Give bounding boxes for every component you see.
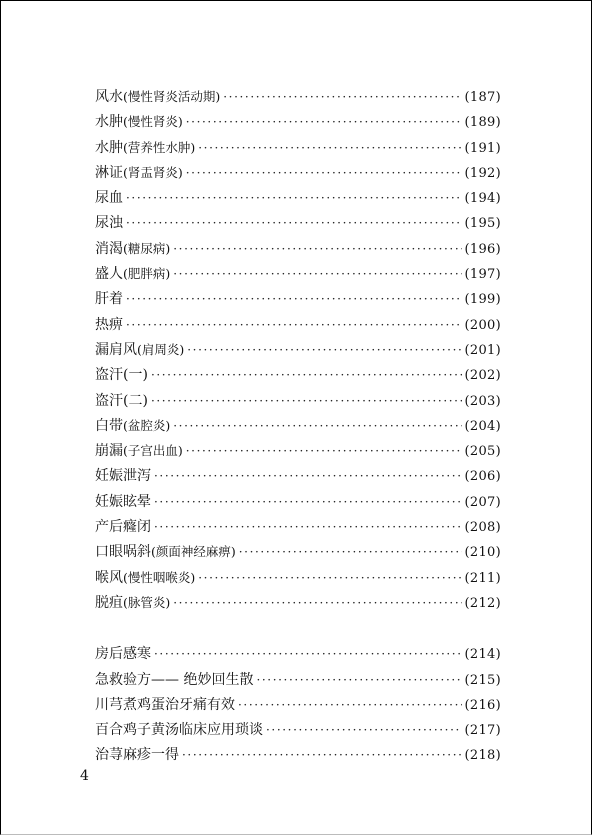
toc-entry xyxy=(95,539,501,564)
entry-note: (慢性肾炎活动期) xyxy=(123,89,221,104)
page-number: 4 xyxy=(80,768,89,784)
entry-page-number: (187) xyxy=(464,90,501,105)
dot-leader xyxy=(126,186,462,211)
entry-title-text: 风水 xyxy=(95,89,123,105)
entry-title-text: 白带 xyxy=(95,417,123,434)
toc-group-1 xyxy=(95,84,501,615)
dot-leader xyxy=(187,338,461,363)
entry-page-number: (195) xyxy=(464,216,501,232)
entry-title xyxy=(95,337,184,363)
entry-page-number: (202) xyxy=(464,368,501,384)
dot-leader xyxy=(238,693,462,718)
dot-leader xyxy=(173,591,461,616)
toc-entry xyxy=(95,337,501,362)
entry-page-number: (214) xyxy=(464,647,501,663)
entry-title xyxy=(95,565,195,591)
dot-leader xyxy=(154,642,462,667)
entry-title-text: 热痹 xyxy=(95,316,123,333)
toc-entry xyxy=(95,717,501,742)
entry-title-text: 水肿 xyxy=(95,139,123,156)
toc-entry xyxy=(95,413,501,438)
entry-title-text: 盗汗(一) xyxy=(95,367,148,384)
entry-title-text: 房后感寒 xyxy=(95,646,151,663)
entry-page-number: (200) xyxy=(464,317,501,333)
dot-leader xyxy=(182,743,462,768)
entry-title xyxy=(95,261,170,287)
entry-title xyxy=(95,692,235,718)
dot-leader xyxy=(256,668,461,693)
dot-leader xyxy=(186,161,462,186)
entry-note: (营养性水肿) xyxy=(123,139,196,155)
dot-leader xyxy=(154,490,462,515)
entry-title-text: 口眼㖞斜 xyxy=(95,544,151,561)
entry-page-number: (194) xyxy=(464,191,501,207)
dot-leader xyxy=(173,262,461,287)
entry-title xyxy=(95,210,123,236)
dot-leader xyxy=(186,439,462,464)
entry-page-number: (199) xyxy=(464,292,501,308)
entry-page-number: (201) xyxy=(464,342,501,358)
dot-leader xyxy=(154,515,462,540)
entry-title-text: 尿血 xyxy=(95,190,123,207)
entry-title xyxy=(95,84,220,110)
entry-note: (肩周炎) xyxy=(137,341,185,357)
entry-title xyxy=(95,489,151,515)
entry-page-number: (204) xyxy=(464,418,501,434)
entry-page-number: (207) xyxy=(464,494,501,510)
entry-page-number: (197) xyxy=(464,267,501,283)
dot-leader xyxy=(186,110,462,135)
dot-leader xyxy=(151,363,462,388)
entry-title xyxy=(95,236,170,262)
entry-title-text: 治荨麻疹一得 xyxy=(95,747,179,764)
entry-title-text: 肝着 xyxy=(95,291,123,308)
dot-leader xyxy=(198,136,461,161)
entry-title xyxy=(95,641,151,667)
entry-title xyxy=(95,667,253,693)
entry-title xyxy=(95,539,236,565)
entry-title-text: 喉风 xyxy=(95,569,123,586)
entry-page-number: (211) xyxy=(464,570,501,586)
toc-entry xyxy=(95,692,501,717)
entry-title-text: 盗汗(二) xyxy=(95,392,148,409)
entry-page-number: (203) xyxy=(464,393,501,409)
entry-title xyxy=(95,742,179,768)
entry-title xyxy=(95,388,148,414)
entry-title xyxy=(95,590,170,616)
entry-title-text: 漏肩风 xyxy=(95,341,137,358)
entry-page-number: (217) xyxy=(464,723,501,739)
entry-title xyxy=(95,413,170,439)
toc-entry xyxy=(95,565,501,590)
toc-entry xyxy=(95,160,501,185)
entry-page-number: (189) xyxy=(464,115,501,131)
dot-leader xyxy=(154,464,462,489)
toc-entry xyxy=(95,185,501,210)
toc-entry xyxy=(95,463,501,488)
table-of-contents xyxy=(95,84,501,768)
entry-title-text: 消渴 xyxy=(95,240,123,257)
dot-leader xyxy=(223,85,461,110)
entry-page-number: (206) xyxy=(464,469,501,485)
entry-page-number: (208) xyxy=(464,520,501,536)
entry-page-number: (212) xyxy=(464,595,501,611)
dot-leader xyxy=(173,414,461,439)
entry-note: (慢性咽喉炎) xyxy=(123,569,196,585)
entry-title xyxy=(95,362,148,388)
entry-page-number: (218) xyxy=(464,748,501,764)
dot-leader xyxy=(126,287,462,312)
entry-page-number: (196) xyxy=(464,241,501,257)
toc-entry xyxy=(95,742,501,767)
toc-entry xyxy=(95,84,501,109)
entry-note: (子宫出血) xyxy=(123,443,183,459)
entry-note: (糖尿病) xyxy=(123,240,171,256)
dot-leader xyxy=(126,313,462,338)
entry-title xyxy=(95,185,123,211)
entry-title-text: 崩漏 xyxy=(95,443,123,460)
dot-leader xyxy=(198,566,461,591)
entry-title-text: 百合鸡子黄汤临床应用琐谈 xyxy=(95,722,263,739)
entry-title xyxy=(95,160,183,186)
toc-entry xyxy=(95,388,501,413)
entry-note: (肥胖病) xyxy=(123,266,171,282)
toc-entry xyxy=(95,236,501,261)
entry-title-text: 产后癃闭 xyxy=(95,519,151,536)
toc-group-2 xyxy=(95,641,501,767)
dot-leader xyxy=(239,540,462,565)
entry-title-text: 急救验方—— 绝妙回生散 xyxy=(95,671,254,688)
entry-title-text: 川芎煮鸡蛋治牙痛有效 xyxy=(95,696,235,713)
toc-entry xyxy=(95,135,501,160)
entry-note: (盆腔炎) xyxy=(123,417,171,433)
entry-title xyxy=(95,514,151,540)
toc-entry xyxy=(95,438,501,463)
toc-entry xyxy=(95,210,501,235)
entry-title-text: 尿浊 xyxy=(95,215,123,232)
toc-entry xyxy=(95,489,501,514)
entry-page-number: (191) xyxy=(464,140,501,156)
entry-title-text: 淋证 xyxy=(95,164,123,181)
entry-note: (慢性肾炎) xyxy=(123,114,183,130)
entry-title xyxy=(95,312,123,338)
toc-entry xyxy=(95,286,501,311)
entry-page-number: (210) xyxy=(464,545,501,561)
entry-title-text: 水肿 xyxy=(95,114,123,131)
toc-entry xyxy=(95,641,501,666)
entry-title xyxy=(95,286,123,312)
entry-note: (脉管炎) xyxy=(123,594,171,610)
dot-leader xyxy=(126,211,462,236)
toc-entry xyxy=(95,362,501,387)
toc-entry xyxy=(95,261,501,286)
toc-entry xyxy=(95,667,501,692)
toc-entry xyxy=(95,590,501,615)
toc-entry xyxy=(95,312,501,337)
entry-note: (颜面神经麻痹) xyxy=(151,544,236,560)
entry-title-text: 妊娠眩晕 xyxy=(95,493,151,510)
entry-title xyxy=(95,135,195,161)
dot-leader xyxy=(173,237,461,262)
entry-title xyxy=(95,463,151,489)
entry-page-number: (216) xyxy=(464,697,501,713)
entry-page-number: (205) xyxy=(464,444,501,460)
group-gap xyxy=(95,615,501,641)
dot-leader xyxy=(151,389,462,414)
entry-title xyxy=(95,717,263,743)
toc-entry xyxy=(95,109,501,134)
entry-title-text: 脱疽 xyxy=(95,594,123,611)
entry-page-number: (192) xyxy=(464,165,501,181)
entry-page-number: (215) xyxy=(464,672,501,688)
dot-leader xyxy=(266,718,462,743)
entry-title xyxy=(95,438,183,464)
entry-title xyxy=(95,109,183,135)
entry-title-text: 盛人 xyxy=(95,266,123,283)
entry-note: (肾盂肾炎) xyxy=(123,164,183,180)
entry-title-text: 妊娠泄泻 xyxy=(95,468,151,485)
toc-entry xyxy=(95,514,501,539)
